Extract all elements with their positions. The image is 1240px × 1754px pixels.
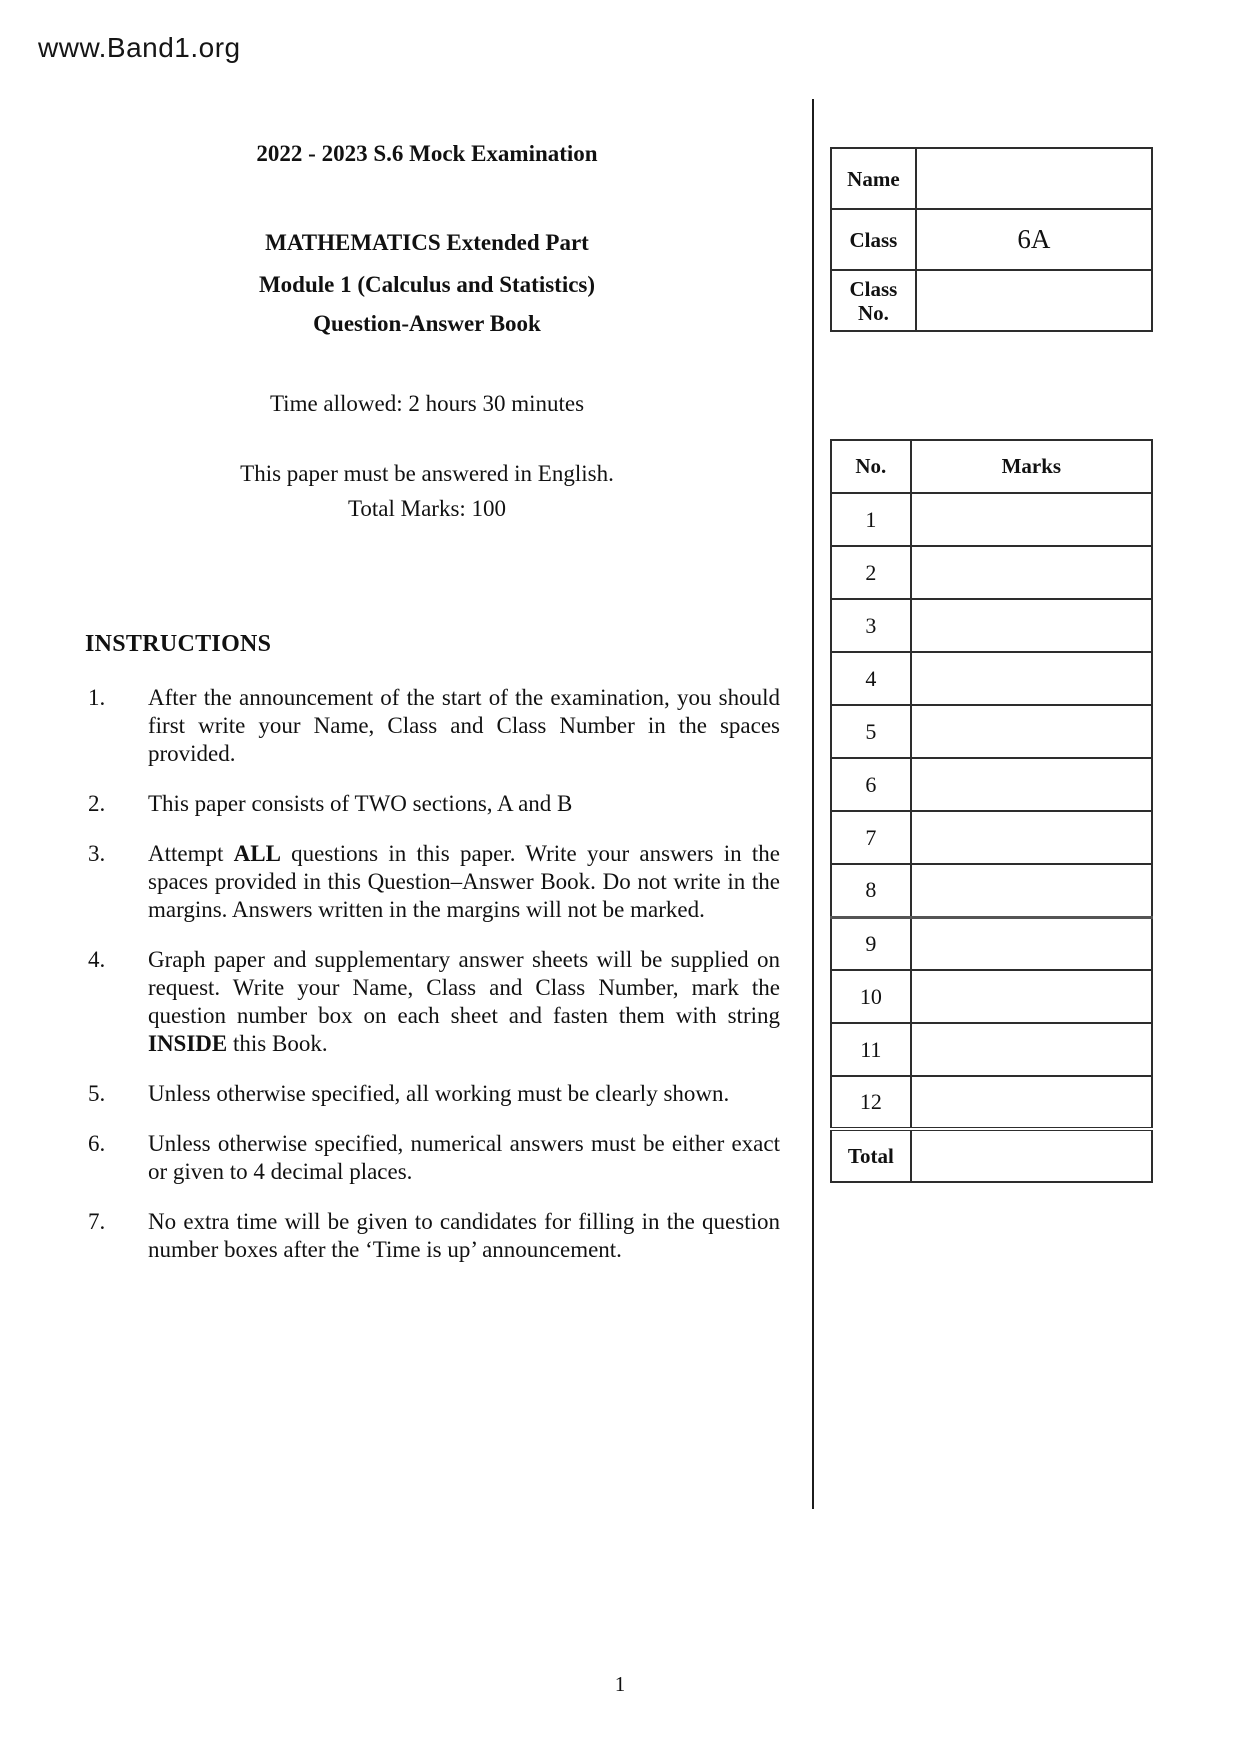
class-no-label-cell: Class No. <box>831 270 916 331</box>
instruction-text: Attempt ALL questions in this paper. Write your answers in the spaces provided in this Question–Answer Book. Do not write in the margins. Answers written in the margins will not be marked. <box>148 841 780 922</box>
site-watermark: www.Band1.org <box>38 32 241 63</box>
name-label-cell: Name <box>831 148 916 209</box>
student-class-no-row <box>831 270 1152 331</box>
total-mark-cell <box>911 1129 1152 1182</box>
question-row <box>831 1023 1152 1076</box>
instruction-text: After the announcement of the start of the examination, you should first write your Name, Class and Class Number in the spaces provided. <box>148 685 780 766</box>
instruction-item-7 <box>88 1208 780 1264</box>
question-row <box>831 970 1152 1023</box>
exam-title: 2022 - 2023 S.6 Mock Examination <box>256 141 598 166</box>
instruction-text: Unless otherwise specified, all working must be clearly shown. <box>148 1081 730 1106</box>
page-number: 1 <box>614 1672 626 1696</box>
question-number-cell: 2 <box>831 546 911 599</box>
mark-input-cell <box>911 1076 1152 1129</box>
time-allowed-note: Time allowed: 2 hours 30 minutes <box>269 391 585 416</box>
class-input-cell[interactable]: 6A <box>916 209 1152 270</box>
question-number-cell: 4 <box>831 652 911 705</box>
total-row <box>831 1129 1152 1182</box>
question-number-cell: 10 <box>831 970 911 1023</box>
mark-input-cell <box>911 811 1152 864</box>
marks-header-row <box>831 440 1152 493</box>
instruction-item-6 <box>88 1130 780 1186</box>
question-number-cell: 9 <box>831 917 911 970</box>
question-row <box>831 811 1152 864</box>
mark-input-cell <box>911 546 1152 599</box>
question-row <box>831 599 1152 652</box>
question-row <box>831 1076 1152 1129</box>
marks-header-no: No. <box>831 440 911 493</box>
instruction-number: 1. <box>88 685 106 710</box>
subject-title: MATHEMATICS Extended Part <box>265 230 589 255</box>
instruction-item-2 <box>88 790 780 818</box>
mark-input-cell <box>911 493 1152 546</box>
module-title: Module 1 (Calculus and Statistics) <box>258 272 596 297</box>
marks-header-marks: Marks <box>911 440 1152 493</box>
book-type-title: Question-Answer Book <box>313 311 541 336</box>
instruction-text: This paper consists of TWO sections, A and B <box>148 791 573 816</box>
mark-input-cell <box>911 652 1152 705</box>
name-input-cell[interactable] <box>916 148 1152 209</box>
total-marks-note: Total Marks: 100 <box>347 496 507 521</box>
instruction-number: 6. <box>88 1131 106 1156</box>
instructions-list <box>88 684 780 1286</box>
mark-input-cell <box>911 599 1152 652</box>
mark-input-cell <box>911 705 1152 758</box>
margin-rule <box>812 99 814 1509</box>
question-row <box>831 493 1152 546</box>
student-class-row <box>831 209 1152 270</box>
mark-input-cell <box>911 864 1152 917</box>
question-number-cell: 12 <box>831 1076 911 1129</box>
instruction-number: 3. <box>88 841 106 866</box>
instructions-heading: INSTRUCTIONS <box>85 631 272 657</box>
instruction-number: 4. <box>88 947 106 972</box>
mark-input-cell <box>911 917 1152 970</box>
instruction-item-4 <box>88 946 780 1058</box>
language-note: This paper must be answered in English. <box>240 461 614 486</box>
total-label-cell: Total <box>831 1129 911 1182</box>
student-info-table <box>830 147 1153 332</box>
class-no-input-cell[interactable] <box>916 270 1152 331</box>
student-name-row <box>831 148 1152 209</box>
question-number-cell: 7 <box>831 811 911 864</box>
question-row <box>831 758 1152 811</box>
instruction-item-1 <box>88 684 780 768</box>
question-row <box>831 864 1152 917</box>
question-row <box>831 917 1152 970</box>
instruction-text: No extra time will be given to candidates for filling in the question number boxes after the ‘Time is up’ announcement. <box>148 1209 780 1262</box>
instruction-text: Unless otherwise specified, numerical answers must be either exact or given to 4 decimal places. <box>148 1131 780 1184</box>
question-number-cell: 8 <box>831 864 911 917</box>
instruction-text: Graph paper and supplementary answer sheets will be supplied on request. Write your Name, Class and Class Number, mark the question number box on each sheet and fasten them with string INSIDE this Book. <box>148 947 780 1056</box>
question-number-cell: 1 <box>831 493 911 546</box>
question-row <box>831 546 1152 599</box>
question-number-cell: 3 <box>831 599 911 652</box>
marks-table <box>830 439 1153 1183</box>
instruction-number: 7. <box>88 1209 106 1234</box>
class-label-cell: Class <box>831 209 916 270</box>
question-number-cell: 11 <box>831 1023 911 1076</box>
instruction-number: 2. <box>88 791 106 816</box>
mark-input-cell <box>911 970 1152 1023</box>
question-row <box>831 652 1152 705</box>
instruction-item-5 <box>88 1080 780 1108</box>
question-number-cell: 5 <box>831 705 911 758</box>
question-row <box>831 705 1152 758</box>
question-number-cell: 6 <box>831 758 911 811</box>
mark-input-cell <box>911 1023 1152 1076</box>
instruction-item-3 <box>88 840 780 924</box>
mark-input-cell <box>911 758 1152 811</box>
instruction-number: 5. <box>88 1081 106 1106</box>
